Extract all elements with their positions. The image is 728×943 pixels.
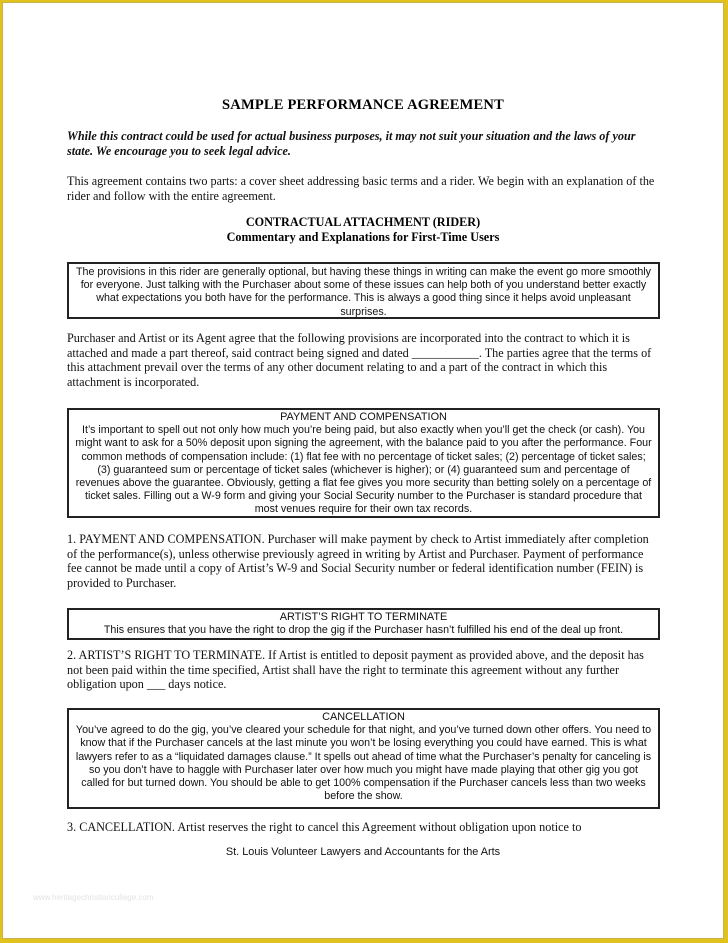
document-title: SAMPLE PERFORMANCE AGREEMENT xyxy=(222,97,504,113)
cancellation-box-heading: CANCELLATION xyxy=(322,711,405,723)
rider-subtitle: Commentary and Explanations for First-Time Users xyxy=(226,229,500,244)
cancellation-box-body: You’ve agreed to do the gig, you’ve cleared your schedule for that night, and you’ve turned down other offers. You need to know that if the Purchaser cancels at the last minute you won’t be losing everything you could have earned. This is what lawyers refer to as a “liquidated damages clause.” It spells out ahead of time what the Purchaser’s penalty for canceling is so you don’t have to haggle with Purchaser later over how much you might have made playing that other gig you got called for but turned down. You should be able to get 100% compensation if the Purchaser cancels less than two weeks before the show. xyxy=(75,724,652,803)
clause-cancellation: 3. CANCELLATION. Artist reserves the right to cancel this Agreement without obligation upon notice to xyxy=(67,820,582,834)
clause-payment: 1. PAYMENT AND COMPENSATION. Purchaser will make payment by check to Artist immediately after completion of the performance(s), unless otherwise previously agreed in writing by Artist and Purchaser. Payment of performance fee cannot be made until a copy of Artist’s W-9 and Social Security number or federal identification number (FEIN) is provided to Purchaser. xyxy=(67,532,649,590)
legal-disclaimer: While this contract could be used for actual business purposes, it may not suit your situation and the laws of your state. We encourage you to seek legal advice. xyxy=(67,129,636,158)
terminate-box-heading: ARTIST’S RIGHT TO TERMINATE xyxy=(279,611,448,623)
agreement-parts-paragraph: This agreement contains two parts: a cover sheet addressing basic terms and a rider. We begin with an explanation of the rider and follow with the entire agreement. xyxy=(67,174,655,203)
terminate-commentary-box xyxy=(67,608,660,640)
watermark: www.heritagechristiancollege.com xyxy=(33,893,154,902)
rider-title: CONTRACTUAL ATTACHMENT (RIDER) xyxy=(245,215,481,229)
rider-commentary-box: The provisions in this rider are generally optional, but having these things in writing can make the event go more smoothly for everyone. Just talking with the Purchaser about some of these issues can help both of you understand better exactly what expectations you both have for the performance. This is always a good thing since it helps avoid unpleasant surprises. xyxy=(67,262,660,319)
agreement-paragraph: Purchaser and Artist or its Agent agree that the following provisions are incorporated into the contract to which it is attached and made a part thereof, said contract being signed and dated ___________. The parties agree that the terms of this attachment prevail over the terms of any other document relating to and a part of the contract in which this attachment is incorporated. xyxy=(67,331,652,389)
payment-commentary-box xyxy=(67,408,660,518)
clause-terminate: 2. ARTIST’S RIGHT TO TERMINATE. If Artist is entitled to deposit payment as provided above, and the deposit has not been paid within the time specified, Artist shall have the right to terminate this agreement without any further obligation upon ___ days notice. xyxy=(67,648,644,692)
document-page xyxy=(2,2,724,939)
rider-heading xyxy=(3,215,723,244)
document-footer: St. Louis Volunteer Lawyers and Accountants for the Arts xyxy=(225,846,501,858)
payment-box-heading: PAYMENT AND COMPENSATION xyxy=(280,411,447,423)
terminate-box-body: This ensures that you have the right to drop the gig if the Purchaser hasn’t fulfilled his end of the deal up front. xyxy=(103,624,624,637)
payment-box-body: It’s important to spell out not only how much you’re being paid, but also exactly when you’ll get the check (or cash). You might want to ask for a 50% deposit upon signing the agreement, with the balance paid to you after the performance. Four common methods of compensation include: (1) flat fee with no percentage of ticket sales; (2) percentage of ticket sales; (3) guaranteed sum or percentage of ticket sales (whichever is higher); or (4) guaranteed sum and percentage of revenues above the guarantee. Obviously, getting a flat fee gives you more security than betting solely on a percentage of ticket sales. Filling out a W-9 form and giving your Social Security number to the Purchaser is standard procedure that most venues require for their own tax records. xyxy=(75,424,652,516)
cancellation-commentary-box xyxy=(67,708,660,809)
